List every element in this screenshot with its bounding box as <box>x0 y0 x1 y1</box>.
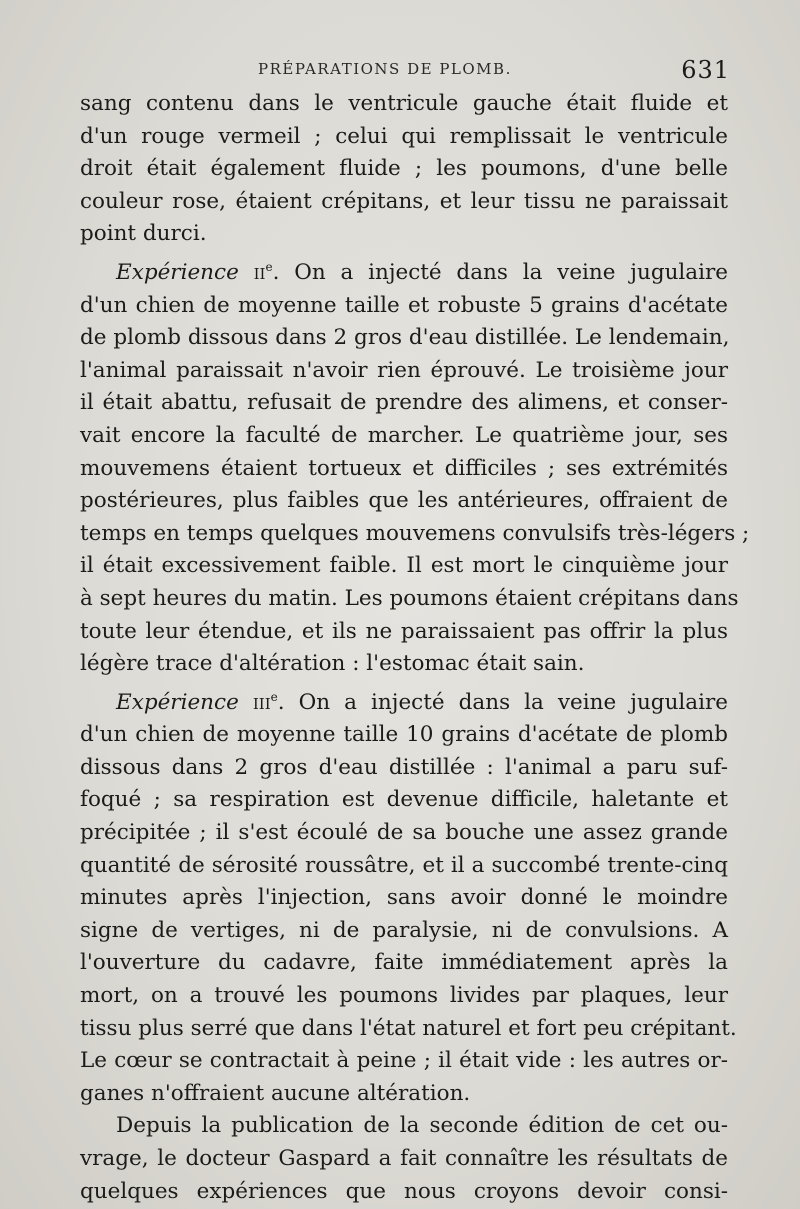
text-line: droit était également fluide ; les poumons, d'une belle <box>80 156 728 182</box>
text-line: point durci. <box>80 221 207 247</box>
text-line: il était excessivement faible. Il est mort le cinquième jour <box>80 553 728 579</box>
text-line: l'ouverture du cadavre, faite immédiatement après la <box>80 950 728 976</box>
text-line: ganes n'offraient aucune altération. <box>80 1080 471 1106</box>
text-line: mort, on a trouvé les poumons livides par plaques, leur <box>80 983 728 1009</box>
text-line: mouvemens étaient tortueux et difficiles ; ses extrémités <box>80 455 728 481</box>
text-line: tissu plus serré que dans l'état naturel et fort peu crépitant. <box>80 1015 737 1041</box>
page-header <box>80 56 730 86</box>
text-line: d'un rouge vermeil ; celui qui remplissait le ventricule <box>80 123 728 149</box>
text-line: vait encore la faculté de marcher. Le quatrième jour, ses <box>80 422 728 448</box>
experience-label: Expérience <box>116 689 239 715</box>
text-line: vrage, le docteur Gaspard a fait connaître les résultats de <box>80 1146 728 1171</box>
body-text <box>80 88 750 1208</box>
text-line: . On a injecté dans la veine jugulaire <box>272 259 728 285</box>
text-line: légère trace d'altération : l'estomac était sain. <box>80 651 585 677</box>
text-line: minutes après l'injection, sans avoir donné le moindre <box>80 885 728 911</box>
ordinal-suffix: e <box>270 689 278 704</box>
text-line: à sept heures du matin. Les poumons étaient crépitans dans <box>80 585 739 611</box>
ordinal-suffix: e <box>265 259 273 274</box>
text-line: d'un chien de moyenne taille 10 grains d'acétate de plomb <box>80 722 728 748</box>
text-line: quantité de sérosité roussâtre, et il a succombé trente-cinq <box>80 852 728 878</box>
page-number: 631 <box>681 56 730 84</box>
text-line: précipitée ; il s'est écoulé de sa bouche une assez grande <box>80 820 728 846</box>
experience-heading-line <box>80 681 728 720</box>
text-line: de plomb dissous dans 2 gros d'eau distillée. Le lendemain, <box>80 325 730 351</box>
running-title: PRÉPARATIONS DE PLOMB. <box>258 60 512 78</box>
text-line: quelques expériences que nous croyons devoir consi- <box>80 1178 728 1204</box>
text-line: . On a injecté dans la veine jugulaire <box>277 689 728 715</box>
text-line: sang contenu dans le ventricule gauche était fluide et <box>80 91 728 116</box>
text-line: d'un chien de moyenne taille et robuste 5 grains d'acétate <box>80 292 728 318</box>
text-line: dissous dans 2 gros d'eau distillée : l'animal a paru suf- <box>80 754 728 780</box>
text-line: temps en temps quelques mouvemens convulsifs très-légers ; <box>80 520 750 546</box>
text-line: il était abattu, refusait de prendre des alimens, et conser- <box>80 390 728 416</box>
text-line: Depuis la publication de la seconde édition de cet ou- <box>116 1113 728 1139</box>
text-line: Le cœur se contractait à peine ; il était vide : les autres or- <box>80 1048 728 1074</box>
text-line: couleur rose, étaient crépitans, et leur tissu ne paraissait <box>80 188 728 214</box>
experience-ordinal: iii <box>252 689 271 715</box>
text-line: toute leur étendue, et ils ne paraissaient pas offrir la plus <box>80 618 728 644</box>
text-line: signe de vertiges, ni de paralysie, ni de convulsions. A <box>80 917 728 943</box>
experience-heading-line <box>80 251 728 290</box>
experience-ordinal: ii <box>253 259 266 285</box>
experience-label: Expérience <box>116 259 239 285</box>
text-line: l'animal paraissait n'avoir rien éprouvé. Le troisième jour <box>80 357 728 383</box>
text-line: postérieures, plus faibles que les antérieures, offraient de <box>80 488 728 514</box>
text-line: foqué ; sa respiration est devenue difficile, haletante et <box>80 787 728 813</box>
